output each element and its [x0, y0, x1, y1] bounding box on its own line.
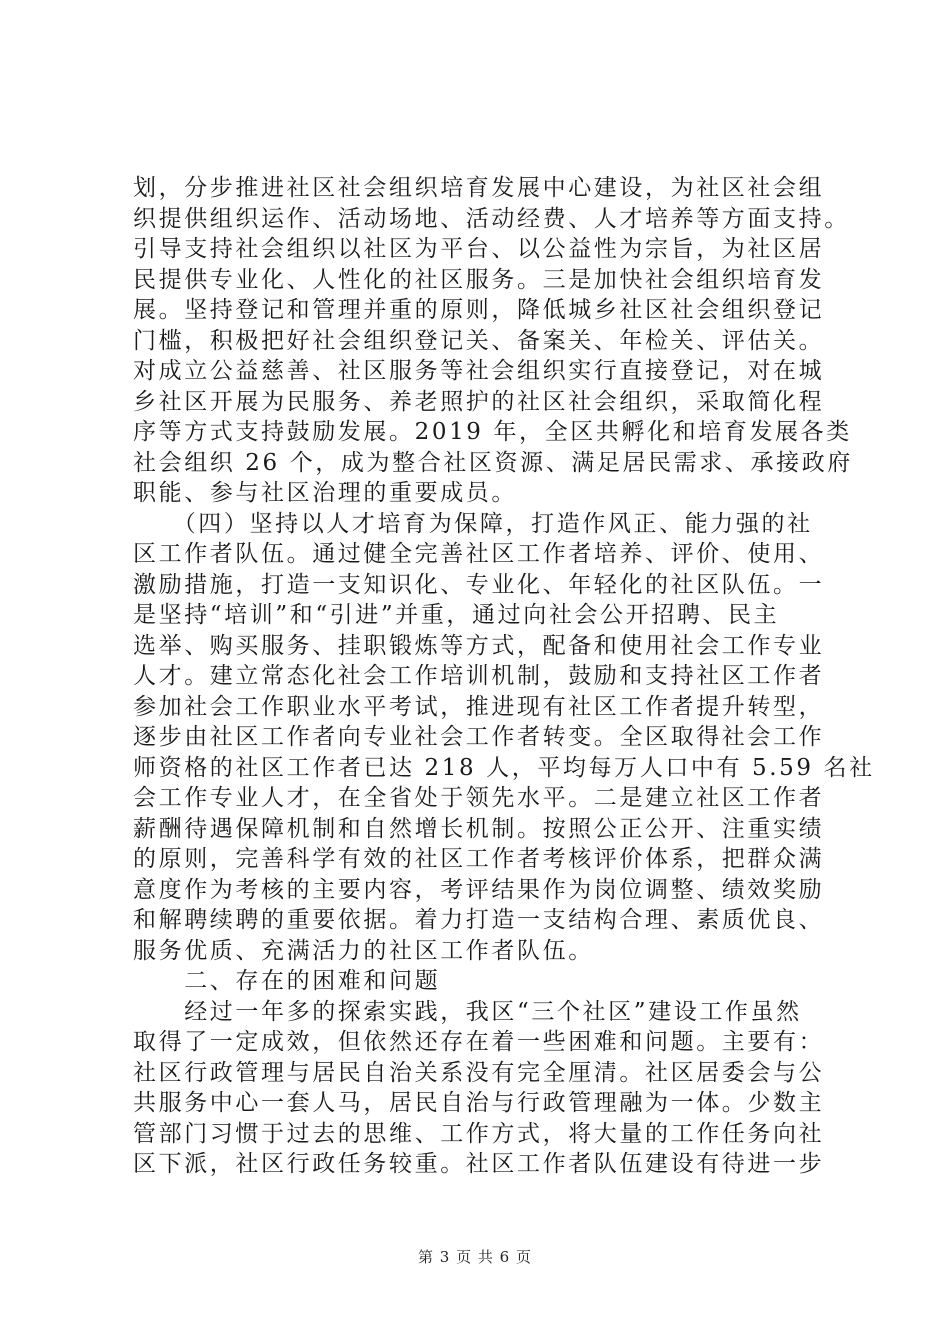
text-line: 管部门习惯于过去的思维、工作方式，将大量的工作任务向社 — [133, 1120, 825, 1147]
text-line: 会工作专业人才，在全省处于领先水平。二是建立社区工作者 — [133, 785, 825, 811]
text-line: 选举、购买服务、挂职锻炼等方式，配备和使用社会工作专业 — [133, 632, 825, 659]
text-line: 和解聘续聘的重要依据。着力打造一支结构合理、素质优良、 — [133, 907, 825, 933]
page-number-footer: 第 3 页 共 6 页 — [418, 1248, 532, 1266]
text-line: 逐步由社区工作者向专业社会工作者转变。全区取得社会工作 — [133, 724, 825, 750]
text-line: 对成立公益慈善、社区服务等社会组织实行直接登记，对在城 — [133, 358, 825, 384]
text-line: 是坚持“培训”和“引进”并重，通过向社会公开招聘、民主 — [133, 602, 780, 628]
body-text — [133, 173, 875, 1180]
text-line: 服务优质、充满活力的社区工作者队伍。 — [133, 937, 594, 964]
section-heading: 二、存在的困难和问题 — [133, 968, 441, 994]
text-line: 社会组织 26 个，成为整合社区资源、满足居民需求、承接政府 — [133, 449, 853, 476]
text-line: 共服务中心一套人马，居民自治与行政管理融为一体。少数主 — [133, 1090, 825, 1116]
text-line: 引导支持社会组织以社区为平台、以公益性为宗旨，为社区居 — [133, 236, 825, 262]
text-line: 的原则，完善科学有效的社区工作者考核评价体系，把群众满 — [133, 846, 825, 872]
text-line: 织提供组织运作、活动场地、活动经费、人才培养等方面支持。 — [133, 205, 850, 232]
text-line: 薪酬待遇保障机制和自然增长机制。按照公正公开、注重实绩 — [133, 815, 825, 842]
text-line: 师资格的社区工作者已达 218 人，平均每万人口中有 5.59 名社 — [133, 754, 875, 781]
text-line: 经过一年多的探索实践，我区“三个社区”建设工作虽然 — [133, 998, 802, 1025]
text-line: 激励措施，打造一支知识化、专业化、年轻化的社区队伍。一 — [133, 571, 825, 598]
text-line: 意度作为考核的主要内容，考评结果作为岗位调整、绩效奖励 — [133, 876, 825, 903]
text-line: 民提供专业化、人性化的社区服务。三是加快社会组织培育发 — [133, 266, 825, 293]
text-line: 人才。建立常态化社会工作培训机制，鼓励和支持社区工作者 — [133, 663, 825, 689]
text-line: 区下派，社区行政任务较重。社区工作者队伍建设有待进一步 — [133, 1151, 825, 1177]
text-line: 序等方式支持鼓励发展。2019 年，全区共孵化和培育发展各类 — [133, 419, 852, 445]
text-line: 职能、参与社区治理的重要成员。 — [133, 480, 517, 506]
text-line: 门槛，积极把好社会组织登记关、备案关、年检关、评估关。 — [133, 327, 825, 354]
text-line: 乡社区开展为民服务、养老照护的社区社会组织，采取简化程 — [133, 388, 825, 415]
text-line: 社区行政管理与居民自治关系没有完全厘清。社区居委会与公 — [133, 1059, 825, 1086]
text-line: 区工作者队伍。通过健全完善社区工作者培养、评价、使用、 — [133, 541, 825, 567]
text-line: 参加社会工作职业水平考试，推进现有社区工作者提升转型， — [133, 693, 825, 720]
text-line: 划，分步推进社区社会组织培育发展中心建设，为社区社会组 — [133, 175, 825, 201]
text-line: 展。坚持登记和管理并重的原则，降低城乡社区社会组织登记 — [133, 297, 825, 323]
text-line: 取得了一定成效，但依然还存在着一些困难和问题。主要有： — [133, 1029, 825, 1055]
section-heading-line: （四）坚持以人才培育为保障，打造作风正、能力强的社 — [133, 510, 813, 537]
